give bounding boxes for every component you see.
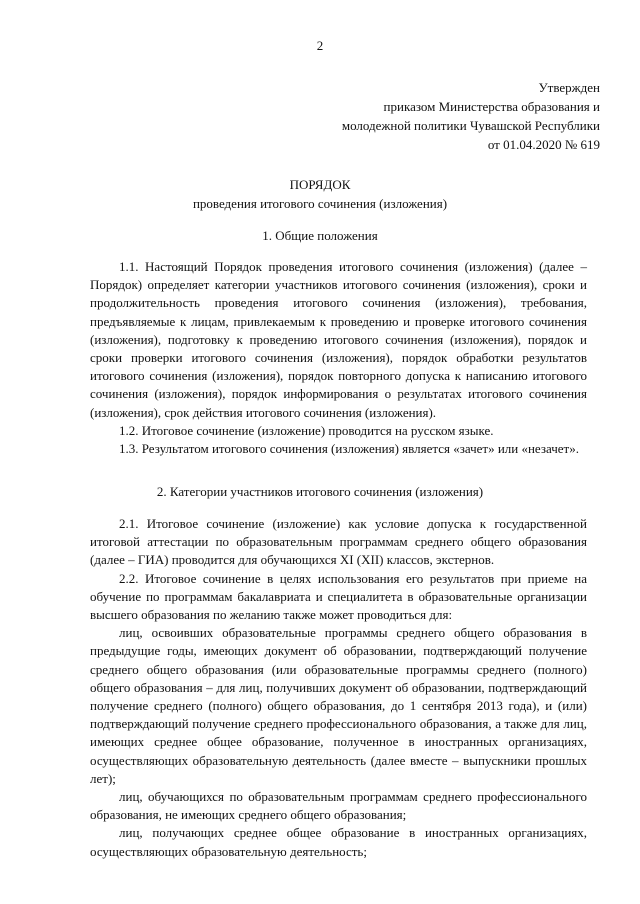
paragraph: 2.1. Итоговое сочинение (изложение) как условие допуска к государственной итоговой аттестации по образовательным программам среднего общего образования (далее – ГИА) проводится для обучающихся XI (XII) классов, экстернов. (90, 516, 587, 568)
section-heading-categories: 2. Категории участников итогового сочинения (изложения) (156, 484, 484, 499)
document-title: ПОРЯДОК (289, 177, 351, 192)
section-heading-general: 1. Общие положения (262, 228, 378, 243)
approval-line: Утвержден (538, 80, 600, 95)
document-subtitle: проведения итогового сочинения (изложения) (192, 196, 448, 211)
paragraph: лиц, освоивших образовательные программы среднего общего образования в предыдущие годы, имеющих документ об образовании, подтверждающий получение среднего общего образования (или образовательные программы среднего (полного) общего образования – для лиц, получивших документ об образовании, подтверждающий получение среднего (полного) общего образования, до 1 сентября 2013 года), и (или) подтверждающий получение среднего профессионального образования, а также для лиц, имеющих среднее общее образование, полученное в иностранных организациях, осуществляющих образовательную деятельность (далее вместе – выпускники прошлых лет); (90, 625, 587, 786)
document-title-block (0, 175, 640, 213)
approval-stamp-block (342, 78, 600, 154)
section-body-categories (90, 515, 587, 861)
paragraph: 1.3. Результатом итогового сочинения (изложения) является «зачет» или «незачет». (119, 441, 579, 457)
paragraph: 1.2. Итоговое сочинение (изложение) проводится на русском языке. (119, 422, 494, 438)
paragraph: 2.2. Итоговое сочинение в целях использования его результатов при приеме на обучение по программам бакалавриата и специалитета в образовательные организации высшего образования по желанию также может проводиться для: (90, 570, 587, 623)
approval-line: от 01.04.2020 № 619 (487, 137, 600, 152)
paragraph: 1.1. Настоящий Порядок проведения итогового сочинения (изложения) (далее – Порядок) определяет категории участников итогового сочинения (изложения), сроки и продолжительность проведения итогового сочинения (изложения), требования, предъявляемые к лицам, привлекаемым к проведению и проверке итогового сочинения (изложения), подготовку к проведению итогового сочинения (изложения), порядок и сроки проверки итогового сочинения (изложения), порядок обработки результатов итогового сочинения (изложения), порядок повторного допуска к написанию итогового сочинения (изложения), порядок информирования о результатах итогового сочинения (изложения), срок действия итогового сочинения (изложения). (90, 259, 587, 420)
approval-line: приказом Министерства образования и (383, 99, 600, 114)
approval-line: молодежной политики Чувашской Республики (341, 118, 600, 133)
paragraph: лиц, получающих среднее общее образование в иностранных организациях, осуществляющих образовательную деятельность; (90, 825, 587, 859)
paragraph: лиц, обучающихся по образовательным программам среднего профессионального образования, не имеющих среднего общего образования; (90, 789, 587, 823)
page-number: 2 (316, 38, 324, 53)
section-body-general (90, 258, 587, 458)
